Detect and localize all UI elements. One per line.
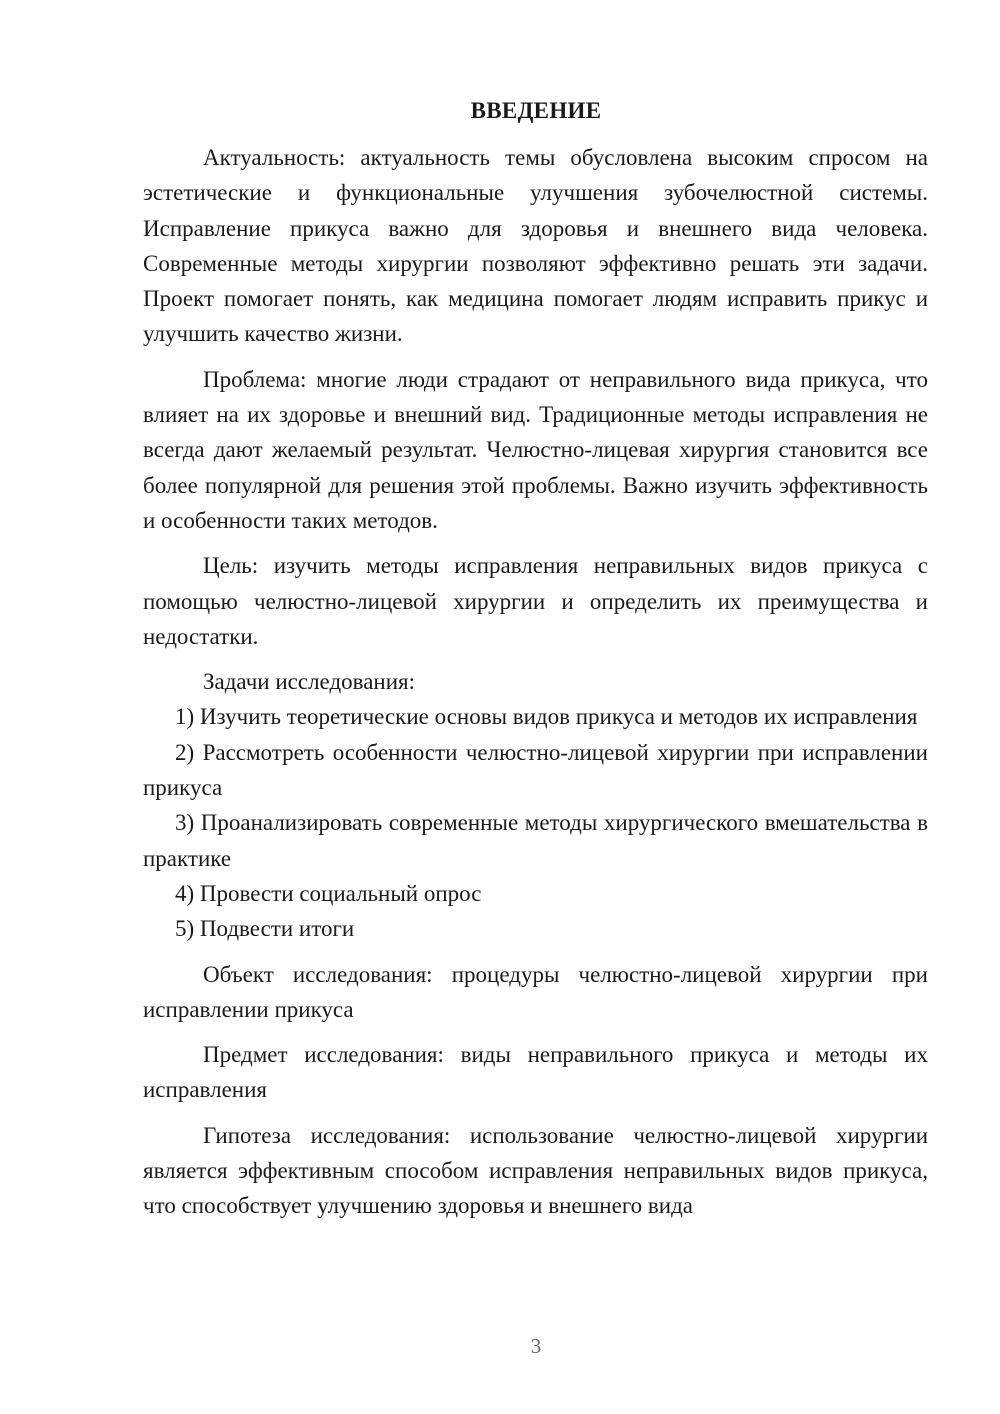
- page-number: 3: [530, 1334, 542, 1358]
- task-item-5: 5) Подвести итоги: [175, 916, 355, 942]
- task-item-4: 4) Провести социальный опрос: [175, 880, 482, 906]
- task-item-2: 2) Рассмотреть особенности челюстно-лицевой хирургии при исправлении прикуса: [143, 739, 928, 801]
- task-item-3: 3) Проанализировать современные методы хирургического вмешательства в практике: [143, 810, 928, 871]
- subject-paragraph: Предмет исследования: виды неправильного прикуса и методы их исправления: [143, 1042, 928, 1103]
- tasks-heading: Задачи исследования:: [203, 669, 416, 695]
- document-body: [143, 140, 928, 1224]
- task-item-1: 1) Изучить теоретические основы видов прикуса и методов их исправления: [175, 704, 918, 730]
- page-title: ВВЕДЕНИЕ: [470, 98, 602, 123]
- problem-paragraph: Проблема: многие люди страдают от неправильного вида прикуса, что влияет на их здоровье и внешний вид. Традиционные методы исправления не всегда дают желаемый результат. Челюстно-лицевая хирургия становится все более популярной для решения этой проблемы. Важно изучить эффективность и особенности таких методов.: [143, 366, 928, 533]
- object-paragraph: Объект исследования: процедуры челюстно-лицевой хирургии при исправлении прикуса: [143, 961, 928, 1022]
- tasks-list: [143, 699, 928, 946]
- goal-paragraph: Цель: изучить методы исправления неправильных видов прикуса с помощью челюстно-лицевой хирургии и определить их преимущества и недостатки.: [143, 553, 928, 649]
- hypothesis-paragraph: Гипотеза исследования: использование челюстно-лицевой хирургии является эффективным способом исправления неправильных видов прикуса, что способствует улучшению здоровья и внешнего вида: [143, 1122, 928, 1219]
- relevance-paragraph: Актуальность: актуальность темы обусловлена высоким спросом на эстетические и функциональные улучшения зубочелюстной системы. Исправление прикуса важно для здоровья и внешнего вида человека. Современные методы хирургии позволяют эффективно решать эти задачи. Проект помогает понять, как медицина помогает людям исправить прикус и улучшить качество жизни.: [143, 145, 928, 347]
